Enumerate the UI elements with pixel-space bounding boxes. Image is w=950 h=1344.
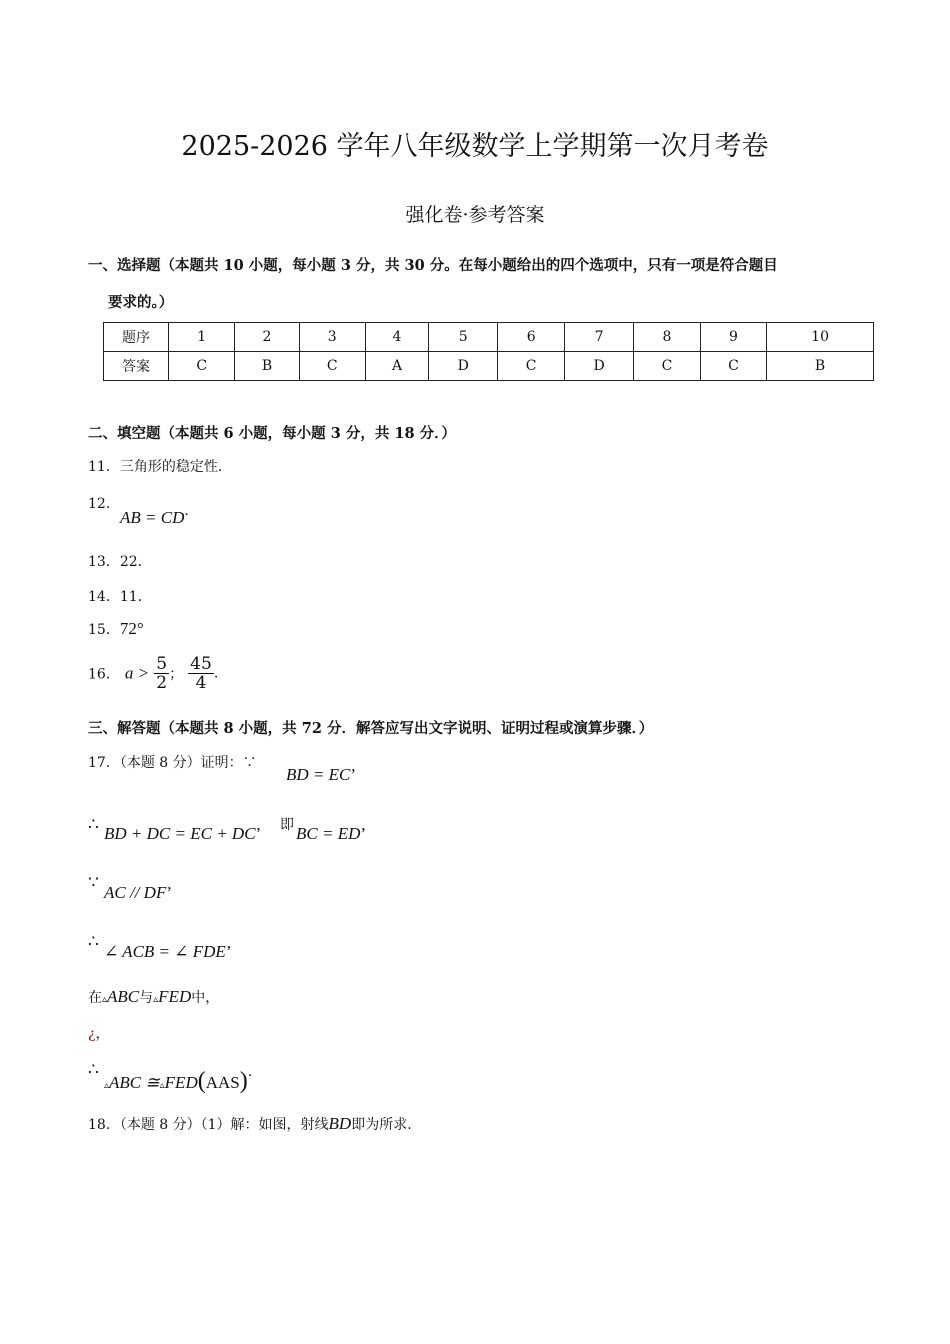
answer-14: 14．11．: [88, 589, 152, 605]
proof-line-5: 在▵ABC与▵FED中，: [88, 987, 220, 1006]
table-cell: C: [169, 352, 235, 381]
table-cell: 5: [429, 323, 498, 352]
table-cell: 6: [498, 323, 564, 352]
table-row: [104, 352, 874, 381]
table-cell: C: [634, 352, 700, 381]
proof-line-4: ∠ ACB = ∠ FDE’: [104, 942, 232, 961]
table-cell: 2: [235, 323, 299, 352]
table-cell: D: [564, 352, 633, 381]
table-cell: A: [365, 352, 428, 381]
because-icon: ∵: [88, 873, 99, 893]
table-cell: B: [235, 352, 299, 381]
answer-12-equation: AB = CD: [120, 508, 185, 527]
table-row: [104, 323, 874, 352]
page-title: 2025-2026 学年八年级数学上学期第一次月考卷: [181, 131, 769, 162]
answer-15: [88, 619, 144, 639]
answer-table: [103, 322, 874, 381]
proof-line-7: ▵ABC ≅▵FED(AAS)·: [104, 1068, 253, 1094]
table-cell: C: [299, 352, 365, 381]
section-1-heading-cont: 要求的。）: [108, 294, 174, 311]
fraction-5-2: $\frac{5}{2}$: [156, 654, 168, 693]
table-cell: C: [700, 352, 766, 381]
fraction-45-4: $\frac{45}{4}$: [190, 654, 212, 693]
answer-11: 11．三角形的稳定性．: [88, 459, 232, 475]
answer-12-number: 12．: [88, 496, 120, 512]
table-cell: 题序: [104, 323, 169, 352]
answer-17-header: 17．（本题 8 分）证明：∵: [88, 755, 257, 771]
section-1-heading: 一、选择题（本题共 10 小题，每小题 3 分，共 30 分。在每小题给出的四个选项中，只有一项是符合题目: [88, 257, 778, 274]
table-cell: 答案: [104, 352, 169, 381]
table-cell: 1: [169, 323, 235, 352]
answer-12-end: .: [184, 503, 189, 519]
proof-line-2b: BC = ED’: [296, 824, 367, 843]
triangle-icon: ▵: [102, 994, 108, 1005]
answer-13: 13．22．: [88, 554, 152, 570]
proof-line-2-ie: 即: [280, 817, 294, 833]
answer-16: 16． a > $\frac{5}{2}$ ； $\frac{45}{4}$ .: [88, 654, 219, 693]
table-cell: 3: [299, 323, 365, 352]
table-cell: 9: [700, 323, 766, 352]
answer-12: [120, 503, 189, 528]
section-3-heading: 三、解答题（本题共 8 小题，共 72 分．解答应写出文字说明、证明过程或演算步骤．）: [88, 720, 654, 737]
table-cell: B: [767, 352, 874, 381]
answer-16-number: 16．: [88, 666, 120, 683]
answer-18: 18．（本题 8 分）（1）解：如图，射线BD即为所求．: [88, 1114, 422, 1133]
proof-line-1: BD = EC’: [286, 765, 357, 784]
answer-15-number: 15．: [88, 622, 120, 638]
therefore-icon: ∴: [88, 932, 99, 952]
proof-line-6: ¿，: [88, 1026, 110, 1042]
therefore-icon: ∴: [88, 815, 99, 835]
table-cell: 10: [767, 323, 874, 352]
answer-15-value: 72°: [119, 619, 144, 638]
table-cell: 8: [634, 323, 700, 352]
therefore-icon: ∴: [88, 1060, 99, 1080]
table-cell: 4: [365, 323, 428, 352]
answer-16-variable: a >: [124, 663, 150, 683]
table-cell: D: [429, 352, 498, 381]
section-2-heading: 二、填空题（本题共 6 小题，每小题 3 分，共 18 分．）: [88, 425, 456, 442]
table-cell: 7: [564, 323, 633, 352]
table-cell: C: [498, 352, 564, 381]
triangle-icon: ▵: [104, 1080, 110, 1091]
proof-line-3: AC // DF’: [104, 883, 173, 902]
proof-line-2: BD + DC = EC + DC’: [104, 824, 262, 843]
triangle-icon: ▵: [159, 1080, 165, 1091]
triangle-icon: ▵: [153, 994, 159, 1005]
page-subtitle: 强化卷·参考答案: [405, 204, 545, 226]
